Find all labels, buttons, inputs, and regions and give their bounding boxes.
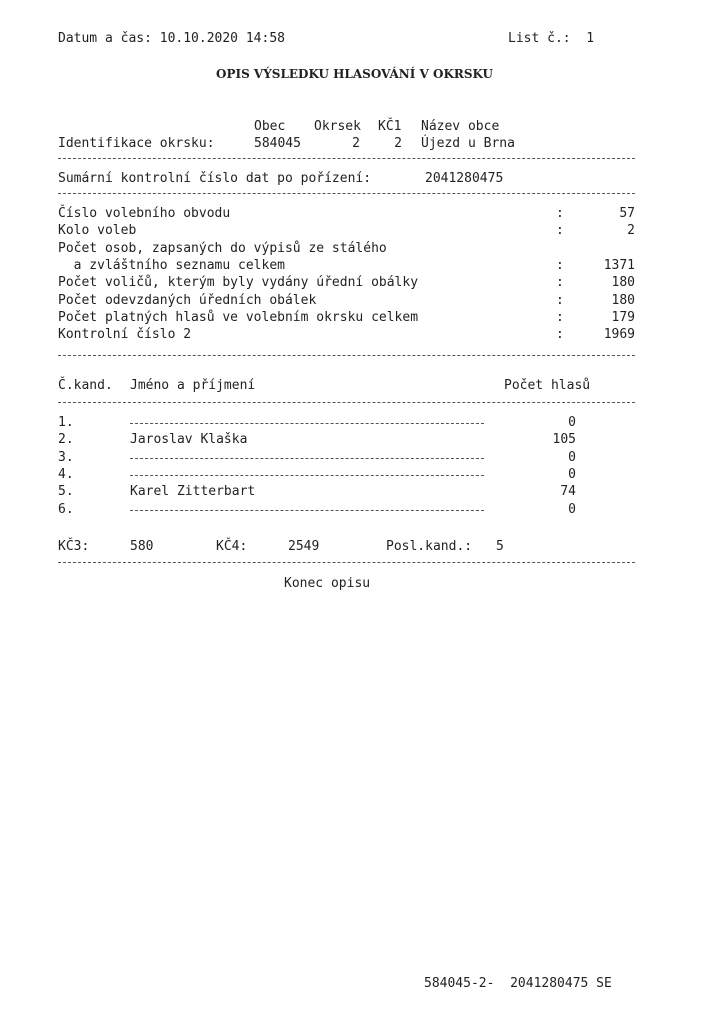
candidate-votes: 0: [568, 501, 576, 517]
stat-value: 2: [627, 223, 635, 239]
ident-kc1: 2: [394, 136, 402, 151]
stat-label: Počet voličů, kterým byly vydány úřední obálky: [58, 275, 419, 291]
candidate-votes: 0: [568, 466, 576, 482]
candidate-blank-line: [130, 510, 484, 511]
stat-label: Počet osob, zapsaných do výpisů ze stálého: [58, 240, 387, 256]
stat-value: 179: [611, 309, 635, 325]
document-title: OPIS VÝSLEDKU HLASOVÁNÍ V OKRSKU: [215, 67, 494, 81]
stat-label: Kontrolní číslo 2: [58, 327, 192, 343]
candidate-blank-line: [130, 423, 484, 424]
summary-label: Sumární kontrolní číslo dat po pořízení:: [58, 171, 372, 186]
stat-colon: :: [556, 292, 564, 308]
end-text: Konec opisu: [284, 576, 371, 591]
candidate-votes: 0: [568, 449, 576, 465]
candidate-number: 2.: [58, 432, 74, 448]
candidates-col-num: Č.kand.: [58, 378, 113, 393]
ident-obec: 584045: [254, 136, 301, 151]
col-nazev: Název obce: [421, 119, 500, 134]
candidate-blank-line: [130, 458, 484, 459]
posl-kand-value: 5: [496, 539, 504, 554]
posl-kand-label: Posl.kand.:: [386, 539, 473, 554]
ident-nazev: Újezd u Brna: [421, 136, 515, 151]
stat-label: a zvláštního seznamu celkem: [58, 257, 285, 273]
kc3-label: KČ3:: [58, 539, 90, 554]
kc3-value: 580: [130, 539, 154, 554]
bottom-code: 584045-2- 2041280475 SE: [424, 976, 612, 991]
stat-colon: :: [556, 275, 564, 291]
divider: [58, 158, 635, 159]
stat-colon: :: [556, 223, 564, 239]
stat-value: 180: [611, 275, 635, 291]
ident-label: Identifikace okrsku:: [58, 136, 215, 151]
kc4-label: KČ4:: [216, 539, 248, 554]
candidate-name: Jaroslav Klaška: [130, 432, 248, 448]
stat-colon: :: [556, 327, 564, 343]
col-kc1: KČ1: [378, 119, 402, 134]
candidate-number: 6.: [58, 501, 74, 517]
divider: [58, 562, 635, 563]
candidate-number: 1.: [58, 415, 74, 430]
stat-value: 1371: [603, 257, 635, 273]
candidate-number: 4.: [58, 466, 74, 482]
candidate-number: 3.: [58, 449, 74, 465]
stat-colon: :: [556, 206, 564, 221]
stat-value: 57: [619, 206, 635, 221]
summary-value: 2041280475: [425, 171, 504, 186]
candidate-votes: 105: [552, 432, 576, 448]
candidate-votes: 0: [568, 415, 576, 430]
divider: [58, 193, 635, 194]
candidates-col-name: Jméno a příjmení: [130, 378, 256, 393]
candidate-blank-line: [130, 475, 484, 476]
stat-value: 180: [611, 292, 635, 308]
kc4-value: 2549: [288, 539, 320, 554]
stat-colon: :: [556, 309, 564, 325]
stat-label: Počet platných hlasů ve volebním okrsku celkem: [58, 309, 419, 325]
candidate-votes: 74: [560, 484, 576, 500]
stat-value: 1969: [603, 327, 635, 343]
col-obec: Obec: [254, 119, 286, 134]
stat-label: Počet odevzdaných úředních obálek: [58, 292, 317, 308]
sheet-number: List č.: 1: [508, 31, 595, 46]
ident-okrsek: 2: [352, 136, 360, 151]
stat-colon: :: [556, 257, 564, 273]
divider: [58, 355, 635, 356]
stat-label: Číslo volebního obvodu: [58, 206, 231, 221]
col-okrsek: Okrsek: [314, 119, 361, 134]
candidates-col-votes: Počet hlasů: [504, 378, 591, 393]
candidate-number: 5.: [58, 484, 74, 500]
stat-label: Kolo voleb: [58, 223, 137, 239]
divider: [58, 402, 635, 403]
candidate-name: Karel Zitterbart: [130, 484, 256, 500]
datetime: Datum a čas: 10.10.2020 14:58: [58, 31, 285, 46]
